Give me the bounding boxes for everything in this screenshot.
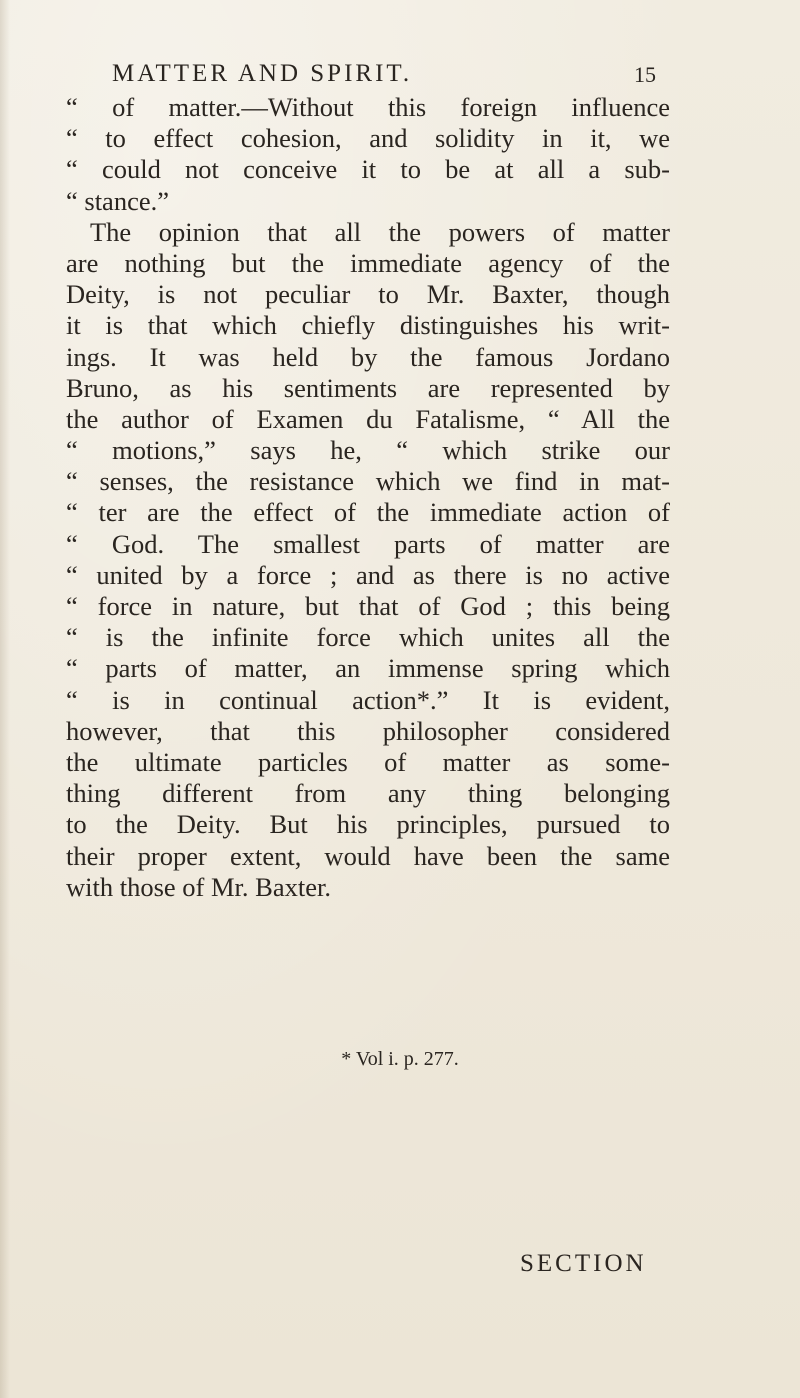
running-head-title: MATTER AND SPIRIT. xyxy=(112,60,413,87)
body-text xyxy=(66,92,670,903)
text-line: however, that this philosopher considered xyxy=(66,715,670,746)
text-line: “ to effect cohesion, and solidity in it, we xyxy=(66,123,670,154)
catchword: SECTION xyxy=(520,1250,647,1277)
text-line: “ ter are the effect of the immediate action of xyxy=(66,497,670,528)
text-line: are nothing but the immediate agency of the xyxy=(66,247,670,278)
text-line: The opinion that all the powers of matter xyxy=(90,216,670,247)
text-line: “ united by a force ; and as there is no active xyxy=(66,559,670,590)
text-line: with those of Mr. Baxter. xyxy=(66,871,331,902)
text-line: the ultimate particles of matter as some- xyxy=(66,746,670,777)
text-line: ings. It was held by the famous Jordano xyxy=(66,341,670,372)
text-line: “ stance.” xyxy=(66,185,169,216)
text-line: their proper extent, would have been the same xyxy=(66,840,670,871)
text-line: “ God. The smallest parts of matter are xyxy=(66,528,670,559)
text-line: to the Deity. But his principles, pursued to xyxy=(66,809,670,840)
text-line: Bruno, as his sentiments are represented by xyxy=(66,372,670,403)
text-line: it is that which chiefly distinguishes his writ- xyxy=(66,310,670,341)
gutter-shadow xyxy=(0,0,10,1398)
text-line: Deity, is not peculiar to Mr. Baxter, though xyxy=(66,279,670,310)
text-line: “ parts of matter, an immense spring which xyxy=(66,653,670,684)
text-line: the author of Examen du Fatalisme, “ All the xyxy=(66,403,670,434)
text-line: “ force in nature, but that of God ; this being xyxy=(66,591,670,621)
page-number: 15 xyxy=(634,62,656,87)
text-line: thing different from any thing belonging xyxy=(66,778,670,809)
text-line: “ is the infinite force which unites all the xyxy=(66,622,670,653)
text-line: “ could not conceive it to be at all a sub- xyxy=(66,154,670,185)
running-head xyxy=(112,60,656,94)
footnote: * Vol i. p. 277. xyxy=(341,1048,459,1070)
text-line: “ motions,” says he, “ which strike our xyxy=(66,435,670,466)
text-line: “ senses, the resistance which we find in mat- xyxy=(66,466,670,497)
text-line: “ of matter.—Without this foreign influence xyxy=(66,92,670,122)
text-line: “ is in continual action*.” It is evident, xyxy=(66,684,670,715)
